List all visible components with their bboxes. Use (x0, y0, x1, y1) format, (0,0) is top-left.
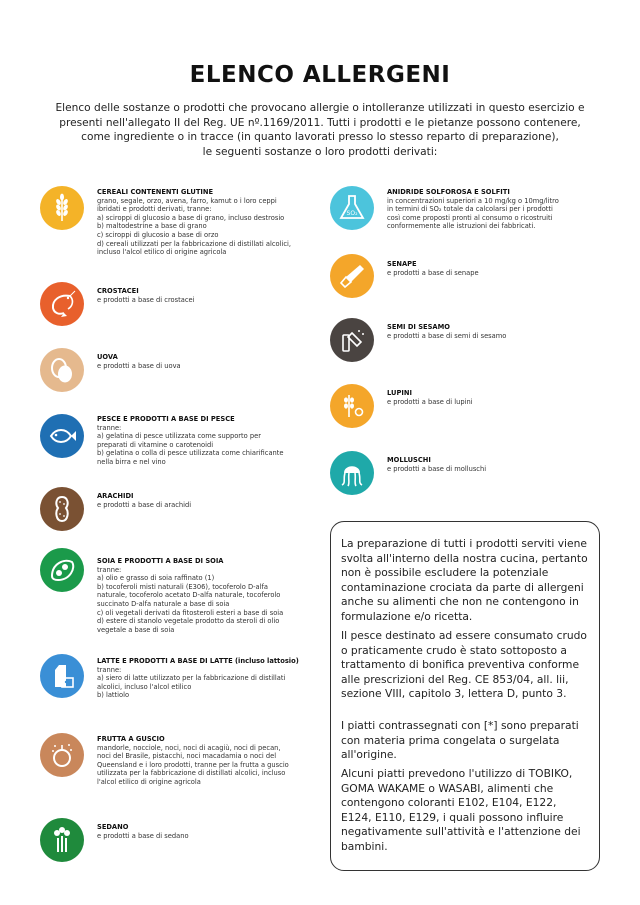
allergen-line: e prodotti a base di crostacei (97, 295, 195, 304)
allergen-name: ANIDRIDE SOLFOROSA E SOLFITI (387, 188, 510, 196)
notes-box (330, 521, 600, 871)
allergen-circle (330, 186, 374, 230)
allergen-line: preparati di vitamine o carotenoidi (97, 440, 214, 449)
so2-label: SO₂ (346, 210, 358, 217)
allergen-line: Queensland e i loro prodotti, tranne per la frutta a guscio (97, 760, 289, 769)
allergen-line: d) cereali utilizzati per la fabbricazione di distillati alcolici, (97, 239, 291, 248)
allergen-line: e prodotti a base di arachidi (97, 500, 192, 509)
allergen-circle (40, 414, 84, 458)
allergen-line: vegetale a base di soia (97, 625, 175, 634)
allergen-line: b) tocoferoli misti naturali (E306), tocoferolo D-alfa (97, 582, 268, 591)
peanut-icon (40, 487, 84, 531)
allergen-circle (40, 282, 84, 326)
allergen-line: grano, segale, orzo, avena, farro, kamut o i loro ceppi (97, 196, 277, 205)
allergen-circle (40, 487, 84, 531)
allergen-line: b) lattiolo (97, 691, 130, 700)
allergen-text (97, 415, 337, 467)
allergen-name: LUPINI (387, 389, 412, 397)
allergen-name: SEDANO (97, 823, 129, 831)
allergen-line: in termini di SO₂ totale da calcolarsi per i prodotti (387, 205, 553, 214)
allergen-line: nella birra e nel vino (97, 457, 166, 466)
allergen-name: SEMI DI SESAMO (387, 323, 450, 331)
allergen-line: b) maltodestrine a base di grano (97, 222, 207, 231)
allergen-circle (40, 186, 84, 230)
note-paragraph: Alcuni piatti prevedono l'utilizzo di TOBIKO, GOMA WAKAME o WASABI, alimenti che contengono coloranti E102, E104, E122, E124, E110, E129, i quali possono influire negativamente sull'attività e l'attenzione dei bambini. (341, 767, 581, 853)
allergen-line: c) oli vegetali derivati da fitosteroli esteri a base di soia (97, 608, 284, 617)
allergen-circle (330, 254, 374, 298)
allergen-text (387, 389, 597, 406)
allergen-line: noci del Brasile, pistacchi, noci macadamia o noci del (97, 752, 277, 761)
sesame-icon (330, 318, 374, 362)
lupin-icon (330, 384, 374, 428)
allergen-line: a) sciroppi di glucosio a base di grano, incluso destrosio (97, 213, 285, 222)
milk-icon (40, 654, 84, 698)
allergen-line: mandorle, nocciole, noci, noci di acagiù, noci di pecan, (97, 743, 281, 752)
allergen-line: e prodotti a base di molluschi (387, 464, 487, 473)
allergen-line: naturale, tocoferolo acetato D-alfa naturale, tocoferolo (97, 591, 281, 600)
allergen-circle (40, 348, 84, 392)
allergen-circle (330, 384, 374, 428)
allergen-line: a) siero di latte utilizzato per la fabbricazione di distillati (97, 674, 286, 683)
allergen-name: LATTE E PRODOTTI A BASE DI LATTE (incluso lattosio) (97, 657, 299, 665)
allergen-circle (330, 318, 374, 362)
allergen-circle (330, 451, 374, 495)
intro-line: le seguenti sostanze o loro prodotti derivati: (202, 145, 438, 158)
allergen-name: SOIA E PRODOTTI A BASE DI SOIA (97, 557, 224, 565)
allergen-line: c) sciroppi di glucosio a base di orzo (97, 230, 219, 239)
allergen-text (97, 657, 357, 700)
allergen-line: alcolici, incluso l'alcol etilico (97, 682, 192, 691)
allergen-text (97, 287, 337, 304)
allergen-text (97, 557, 337, 634)
allergen-name: CEREALI CONTENENTI GLUTINE (97, 188, 214, 196)
wheat-icon (40, 186, 84, 230)
intro-line: come ingrediente o in tracce (in quanto lavorati presso lo stesso reparto di preparazione), (81, 131, 559, 143)
allergen-circle (40, 818, 84, 862)
allergen-name: MOLLUSCHI (387, 456, 431, 464)
allergen-name: FRUTTA A GUSCIO (97, 735, 165, 743)
octopus-icon (330, 451, 374, 495)
allergen-text (97, 492, 337, 509)
allergen-text (387, 456, 597, 473)
allergen-line: utilizzata per la fabbricazione di distillati alcolici, incluso (97, 769, 286, 778)
allergen-name: PESCE E PRODOTTI A BASE DI PESCE (97, 415, 235, 423)
allergen-line: a) olio e grasso di soia raffinato (1) (97, 574, 215, 583)
allergen-line: e prodotti a base di lupini (387, 397, 473, 406)
allergen-line: e prodotti a base di senape (387, 268, 479, 277)
flask-icon (330, 186, 374, 230)
intro-line: presenti nell'allegato II del Reg. UE nº.1169/2011. Tutti i prodotti e le pietanze possono contenere, (59, 116, 581, 129)
note-paragraph: I piatti contrassegnati con [*] sono preparati con materia prima congelata o surgelata all'origine. (341, 719, 579, 762)
allergen-line: ibridati e prodotti derivati, tranne: (97, 205, 212, 214)
allergen-line: l'alcol etilico di origine agricola (97, 777, 201, 786)
allergen-line: tranne: (97, 565, 122, 574)
allergen-text (97, 735, 347, 787)
fish-icon (40, 414, 84, 458)
egg-icon (40, 348, 84, 392)
page-title: ELENCO ALLERGENI (189, 62, 451, 88)
note-paragraph: La preparazione di tutti i prodotti serviti viene svolta all'interno della nostra cucina, pertanto non è possibile escludere la potenziale contaminazione crociata da parte di allergeni anche su alimenti che non ne contengono in formulazione e/o ricetta. (341, 537, 588, 623)
allergen-circle (40, 548, 84, 592)
intro-text (40, 101, 600, 159)
nut-icon (40, 733, 84, 777)
allergen-line: tranne: (97, 423, 122, 432)
allergen-line: e prodotti a base di uova (97, 361, 181, 370)
allergen-line: succinato D-alfa naturale a base di soia (97, 599, 230, 608)
allergen-name: CROSTACEI (97, 287, 139, 295)
allergen-name: UOVA (97, 353, 118, 361)
allergen-line: a) gelatina di pesce utilizzata come supporto per (97, 432, 262, 441)
allergen-text (97, 823, 337, 840)
allergen-line: incluso l'alcol etilico di origine agricola (97, 248, 227, 257)
allergen-line: conformemente alle istruzioni dei fabbricati. (387, 222, 536, 231)
allergen-text (387, 260, 597, 277)
allergen-line: b) gelatina o colla di pesce utilizzata come chiarificante (97, 449, 284, 458)
allergen-line: in concentrazioni superiori a 10 mg/kg o 10mg/litro (387, 196, 559, 205)
allergen-name: ARACHIDI (97, 492, 134, 500)
allergen-text (387, 323, 597, 340)
allergen-text (97, 353, 337, 370)
shrimp-icon (40, 282, 84, 326)
allergen-circle (40, 654, 84, 698)
celery-icon (40, 818, 84, 862)
allergen-line: e prodotti a base di semi di sesamo (387, 331, 507, 340)
allergen-line: così come proposti pronti al consumo o ricostruiti (387, 213, 553, 222)
allergen-text (387, 188, 597, 231)
allergen-name: SENAPE (387, 260, 417, 268)
allergen-circle (40, 733, 84, 777)
allergen-line: tranne: (97, 665, 122, 674)
allergen-line: e prodotti a base di sedano (97, 831, 189, 840)
allergen-text (97, 188, 337, 257)
note-paragraph: Il pesce destinato ad essere consumato crudo o praticamente crudo è stato sottoposto a trattamento di bonifica preventiva conforme alle prescrizioni del Reg. CE 853/04, all. lii, sezione VIII, capitolo 3, lettera D, punto 3. (341, 629, 587, 701)
mustard-icon (330, 254, 374, 298)
intro-line: Elenco delle sostanze o prodotti che provocano allergie o intolleranze utilizzati in questo esercizio e (55, 102, 585, 114)
soy-icon (40, 548, 84, 592)
allergen-line: d) estere di stanolo vegetale prodotto da steroli di olio (97, 617, 280, 626)
